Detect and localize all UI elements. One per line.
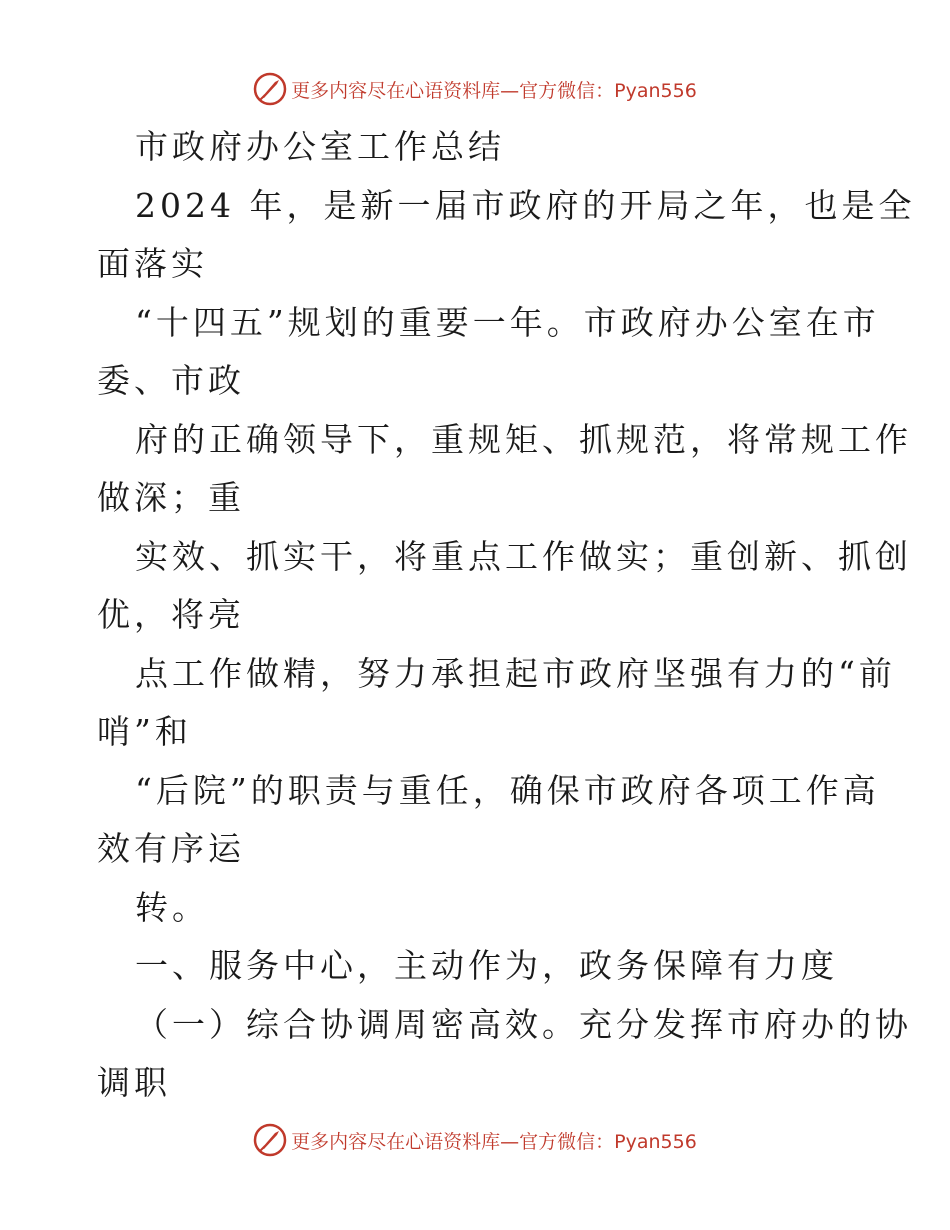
paragraph-line: 点工作做精，努力承担起市政府坚强有力的“前 — [135, 653, 896, 693]
header-banner — [0, 72, 950, 106]
document-body — [97, 118, 916, 1113]
paragraph-line: 实效、抓实干，将重点工作做实；重创新、抓创 — [135, 536, 912, 576]
paragraph-line: “后院”的职责与重任，确保市政府各项工作高 — [135, 770, 880, 810]
quill-pen-logo-icon — [253, 1123, 287, 1157]
document-title: 市政府办公室工作总结 — [135, 127, 505, 166]
paragraph-line: 府的正确领导下，重规矩、抓规范，将常规工作 — [135, 419, 912, 459]
paragraph-line: 转。 — [135, 887, 209, 927]
paragraph-line: “十四五”规划的重要一年。市政府办公室在市 — [135, 302, 880, 342]
paragraph-line: 面落实 — [97, 244, 208, 283]
paragraph-line: 优，将亮 — [97, 595, 245, 634]
paragraph-line: 委、市政 — [97, 361, 245, 400]
subsection-line: （一）综合协调周密高效。充分发挥市府办的协 — [135, 1004, 912, 1044]
footer-banner — [0, 1123, 950, 1157]
banner-text: 更多内容尽在心语资料库—官方微信：Pyan556 — [291, 1130, 697, 1153]
paragraph-line: 哨”和 — [97, 712, 192, 751]
paragraph-line: 2024 年，是新一届市政府的开局之年，也是全 — [135, 185, 916, 225]
banner-text: 更多内容尽在心语资料库—官方微信：Pyan556 — [291, 79, 697, 102]
quill-pen-logo-icon — [253, 72, 287, 106]
paragraph-line: 做深；重 — [97, 478, 245, 517]
section-heading: 一、服务中心，主动作为，政务保障有力度 — [135, 946, 838, 985]
paragraph-line: 调职 — [97, 1063, 171, 1102]
paragraph-line: 效有序运 — [97, 829, 245, 868]
